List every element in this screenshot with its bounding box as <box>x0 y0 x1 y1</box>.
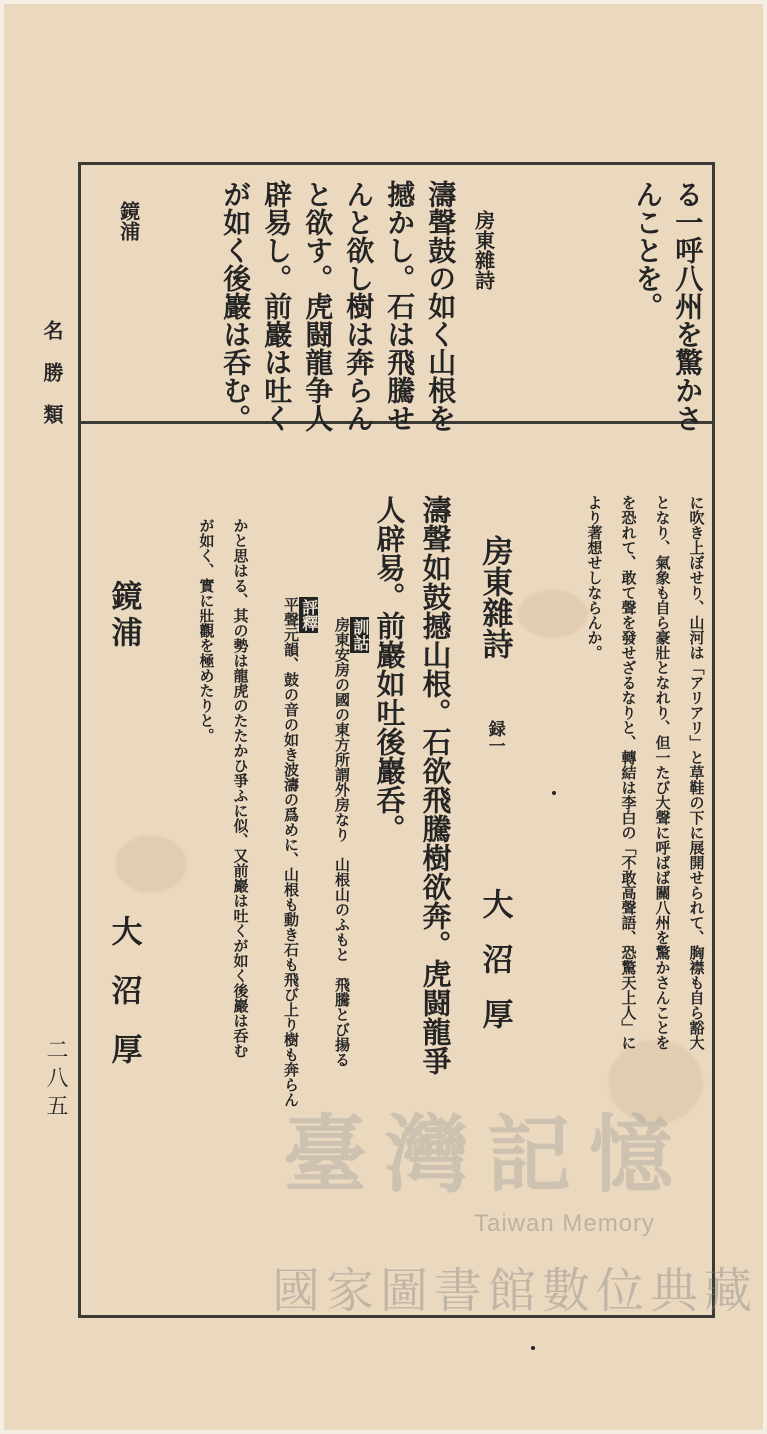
evaluation-line-1: 平聲元韻、鼓の音の如き波濤の爲めに、山根も動き石も飛び上り樹も奔らん <box>282 597 300 1107</box>
gloss-text: 房東安房の國の東方所謂外房なり 山根山のふもと 飛騰とび揚る <box>333 617 351 1067</box>
upper-column-1: る一呼八州を驚かさ <box>671 180 705 432</box>
right-note-4: より著想せしならんか。 <box>585 495 604 660</box>
evaluation-line-3: が如く、實に壯觀を極めたりと。 <box>197 518 216 743</box>
upper-column-9: が如く後巖は呑む。 <box>219 180 253 432</box>
left-author: 大沼厚 <box>105 915 142 1092</box>
evaluation-line-2: かと思はる、其の勢は龍虎のたたかひ爭ふに似、又前巖は吐くが如く後巖は呑む <box>231 518 250 1058</box>
right-note-2: となり、氣象も自ら豪壯となれり、但一たび大聲に呼ばば關八州を驚かさんことを <box>653 495 672 1050</box>
evaluation-label: 評釋 <box>299 599 319 631</box>
watermark-sub: 國家圖書館數位典藏 <box>272 1263 759 1319</box>
upper-column-5: 撼かし。石は飛騰せ <box>383 180 417 432</box>
running-header: 名勝類 <box>40 320 64 446</box>
upper-column-4: 濤聲鼓の如く山根を <box>424 180 458 432</box>
gloss-label: 訓詁 <box>350 619 370 651</box>
page-number: 二八五 <box>43 1038 68 1122</box>
poem-line-2: 人辟易。前巖如吐後巖呑。 <box>372 495 407 843</box>
watermark-english: Taiwan Memory <box>474 1210 656 1237</box>
poem-title: 房東雜詩 <box>476 535 513 659</box>
poem-marker: 録一 <box>484 720 505 754</box>
author-name-right: 大沼厚 <box>476 888 513 1053</box>
evaluation-block <box>266 525 334 1107</box>
poem-line-1: 濤聲如鼓撼山根。石欲飛騰樹欲奔。虎闘龍爭 <box>418 495 453 1075</box>
upper-column-8: 辟易し。前巖は吐く <box>260 180 294 432</box>
upper-column-6: んと欲し樹は奔らん <box>342 180 376 432</box>
upper-column-7: と欲す。虎闘龍争人 <box>301 180 335 432</box>
upper-column-3: 房東雜詩 <box>471 210 496 290</box>
watermark-main: 臺灣記憶 <box>283 1105 692 1204</box>
ink-dot-2 <box>531 1346 535 1350</box>
left-title: 鏡浦 <box>105 580 142 652</box>
right-note-3: を恐れて、敢て聲を發せざるなりと、轉結は李白の「不敢高聲語、恐驚天上人」に <box>619 495 638 1050</box>
upper-column-2: んことを。 <box>631 180 665 320</box>
upper-column-10: 鏡浦 <box>116 201 141 241</box>
right-note-1: に吹き上ぼせり、山河は「アリアリ」と草鞋の下に展開せられて、胸襟も自ら豁大 <box>687 495 706 1050</box>
